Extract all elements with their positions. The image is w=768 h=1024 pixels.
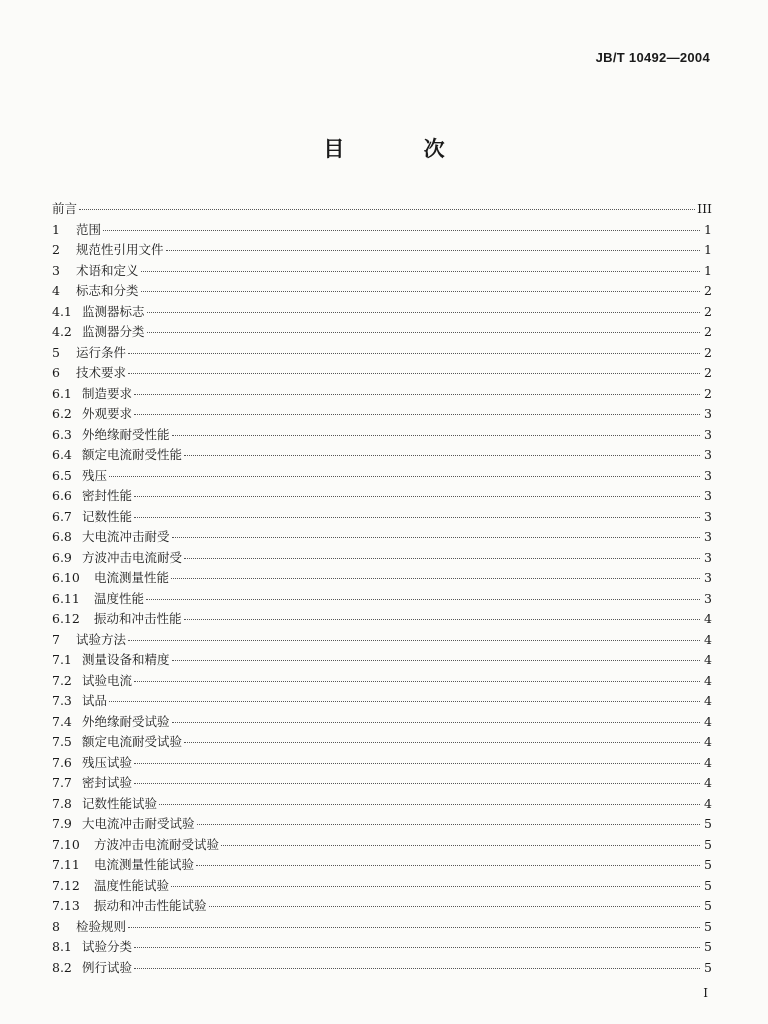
toc-entry-label: 方波冲击电流耐受试验 [94,836,220,852]
dot-leader [172,434,700,436]
toc-entry-number: 7 [52,631,60,647]
toc-entry-label: 例行试验 [82,959,133,975]
toc-entry-label: 记数性能 [82,508,133,524]
toc-entry-number: 7.11 [52,857,80,872]
toc-entry-number: 6.11 [52,590,80,606]
toc-entry-number: 6.4 [52,447,72,462]
table-of-contents [52,199,712,978]
toc-entry[interactable] [52,220,712,241]
dot-leader [184,618,700,620]
dot-leader [134,946,700,948]
dot-leader [147,331,700,333]
toc-entry-label: 温度性能试验 [94,877,170,893]
toc-entry[interactable] [52,302,712,323]
toc-entry-number: 7.10 [52,836,80,852]
dot-leader [209,905,700,907]
dot-leader [184,557,700,559]
toc-entry-label: 电流测量性能试验 [94,857,195,872]
toc-entry-number: 7.3 [52,693,72,708]
dot-leader [128,639,700,641]
toc-entry-number: 7.5 [52,734,72,749]
toc-entry[interactable] [52,527,712,548]
toc-entry-number: 7.4 [52,713,72,729]
toc-entry[interactable] [52,876,712,897]
toc-entry[interactable] [52,814,712,835]
toc-entry-page: 3 [704,590,712,606]
toc-entry-page: 5 [704,857,712,872]
toc-entry-number: 6.12 [52,611,80,626]
page-title: 目 次 [323,137,481,161]
dot-leader [159,803,700,805]
toc-entry-number: 6.3 [52,426,72,442]
toc-entry-page: 3 [704,426,712,442]
toc-entry[interactable] [52,240,712,261]
toc-entry[interactable] [52,343,712,364]
toc-entry-page: 3 [704,529,712,544]
toc-entry-number: 7.1 [52,652,72,667]
toc-entry-page: 4 [704,775,712,790]
toc-entry-label: 测量设备和精度 [82,652,170,667]
toc-entry-page: 4 [704,652,712,667]
dot-leader [184,454,700,456]
toc-entry-label: 外绝缘耐受试验 [82,713,170,729]
dot-leader [147,311,700,313]
dot-leader [196,864,700,866]
toc-entry-page: 4 [704,693,712,708]
toc-entry-page: 1 [704,262,712,278]
toc-entry-label: 监测器分类 [82,324,145,339]
toc-entry[interactable] [52,486,712,507]
dot-leader [134,967,700,969]
toc-entry[interactable] [52,568,712,589]
toc-entry[interactable] [52,855,712,876]
toc-entry[interactable] [52,261,712,282]
toc-entry-number: 7.12 [52,877,80,893]
dot-leader [221,844,700,846]
toc-entry[interactable] [52,773,712,794]
dot-leader [146,598,700,600]
toc-entry-label: 前言 [52,201,78,216]
toc-entry[interactable] [52,199,712,220]
toc-entry-label: 试验电流 [82,672,133,688]
toc-entry[interactable] [52,794,712,815]
toc-entry-label: 额定电流耐受性能 [82,447,183,462]
toc-entry[interactable] [52,425,712,446]
toc-entry[interactable] [52,958,712,979]
toc-entry-page: 3 [704,549,712,565]
toc-entry-label: 范围 [76,221,102,237]
dot-leader [197,823,700,825]
toc-entry-number: 2 [52,242,60,257]
toc-entry[interactable] [52,466,712,487]
toc-entry-label: 制造要求 [82,385,133,401]
toc-entry[interactable] [52,732,712,753]
toc-entry-page: 5 [704,836,712,852]
toc-entry-number: 6 [52,365,60,380]
toc-entry-label: 大电流冲击耐受 [82,529,170,544]
toc-entry-number: 6.5 [52,467,72,483]
dot-leader [166,249,700,251]
toc-entry-page: 4 [704,631,712,647]
toc-entry-page: 5 [704,939,712,954]
toc-entry[interactable] [52,507,712,528]
toc-entry-label: 方波冲击电流耐受 [82,549,183,565]
toc-entry-page: 3 [704,447,712,462]
dot-leader [109,700,700,702]
dot-leader [171,577,700,579]
toc-entry-page: 2 [704,324,712,339]
page-number: I [703,986,708,1000]
toc-entry-page: 2 [704,385,712,401]
toc-entry-label: 温度性能 [94,590,145,606]
document-code: JB/T 10492—2004 [595,50,710,65]
toc-entry-number: 7.8 [52,795,72,811]
toc-entry-number: 6.7 [52,508,72,524]
dot-leader [172,659,700,661]
toc-entry-label: 额定电流耐受试验 [82,734,183,749]
toc-entry-label: 振动和冲击性能 [94,611,182,626]
toc-entry-page: 3 [704,467,712,483]
dot-leader [141,270,700,272]
toc-entry-page: 5 [704,898,712,913]
dot-leader [141,290,700,292]
toc-entry-number: 6.10 [52,570,80,585]
toc-entry[interactable] [52,650,712,671]
toc-entry-label: 电流测量性能 [94,570,170,585]
toc-entry-number: 7.6 [52,754,72,770]
toc-entry-page: 3 [704,488,712,503]
toc-entry-number: 4 [52,283,60,298]
toc-entry-number: 6.2 [52,406,72,421]
toc-entry-label: 试验分类 [82,939,133,954]
toc-entry-page: 4 [704,611,712,626]
dot-leader [128,372,700,374]
toc-entry[interactable] [52,712,712,733]
toc-entry-page: 4 [704,754,712,770]
toc-entry-number: 6.1 [52,385,72,401]
toc-entry-page: 1 [704,221,712,237]
toc-entry-page: III [697,201,712,216]
toc-entry-label: 运行条件 [76,344,127,360]
dot-leader [134,495,700,497]
toc-entry[interactable] [52,404,712,425]
toc-entry-number: 8.2 [52,959,72,975]
toc-entry[interactable] [52,548,712,569]
dot-leader [172,721,700,723]
toc-entry-label: 记数性能试验 [82,795,158,811]
toc-entry-page: 1 [704,242,712,257]
toc-entry-label: 密封试验 [82,775,133,790]
toc-entry-page: 5 [704,877,712,893]
dot-leader [134,680,700,682]
toc-entry-page: 2 [704,283,712,298]
toc-entry[interactable] [52,363,712,384]
toc-entry-page: 3 [704,406,712,421]
toc-entry-number: 6.6 [52,488,72,503]
toc-entry-number: 8 [52,918,60,934]
toc-entry-label: 外绝缘耐受性能 [82,426,170,442]
dot-leader [79,208,695,210]
toc-entry-number: 4.2 [52,324,72,339]
toc-entry-number: 1 [52,221,60,237]
dot-leader [171,885,700,887]
toc-entry-page: 2 [704,344,712,360]
toc-entry-number: 6.8 [52,529,72,544]
toc-entry-number: 6.9 [52,549,72,565]
dot-leader [128,926,700,928]
toc-entry[interactable] [52,445,712,466]
toc-entry-page: 4 [704,672,712,688]
toc-entry-number: 7.7 [52,775,72,790]
toc-entry[interactable] [52,896,712,917]
toc-entry-number: 4.1 [52,303,72,319]
toc-entry[interactable] [52,917,712,938]
toc-entry[interactable] [52,835,712,856]
toc-entry-page: 5 [704,918,712,934]
toc-entry-page: 3 [704,508,712,524]
toc-entry[interactable] [52,281,712,302]
toc-entry-page: 3 [704,570,712,585]
toc-entry-label: 密封性能 [82,488,133,503]
toc-entry-label: 振动和冲击性能试验 [94,898,207,913]
toc-entry-page: 2 [704,303,712,319]
dot-leader [134,393,700,395]
dot-leader [134,782,700,784]
toc-entry-label: 试验方法 [76,631,127,647]
toc-entry-label: 监测器标志 [82,303,145,319]
toc-entry[interactable] [52,322,712,343]
toc-entry-label: 残压试验 [82,754,133,770]
toc-entry-number: 5 [52,344,60,360]
toc-entry-page: 2 [704,365,712,380]
toc-entry-page: 4 [704,713,712,729]
dot-leader [134,516,700,518]
toc-entry[interactable] [52,753,712,774]
toc-entry-label: 术语和定义 [76,262,139,278]
dot-leader [109,475,700,477]
toc-entry-number: 8.1 [52,939,72,954]
toc-entry-label: 大电流冲击耐受试验 [82,816,195,831]
toc-entry-label: 技术要求 [76,365,127,380]
toc-entry-number: 7.13 [52,898,80,913]
toc-entry-label: 标志和分类 [76,283,139,298]
toc-entry[interactable] [52,937,712,958]
toc-entry[interactable] [52,630,712,651]
toc-entry-page: 5 [704,959,712,975]
dot-leader [134,413,700,415]
toc-entry-number: 7.2 [52,672,72,688]
toc-entry-label: 规范性引用文件 [76,242,164,257]
toc-entry-page: 4 [704,795,712,811]
toc-entry-label: 残压 [82,467,108,483]
toc-entry-label: 试品 [82,693,108,708]
dot-leader [172,536,700,538]
toc-entry[interactable] [52,384,712,405]
dot-leader [184,741,700,743]
toc-entry[interactable] [52,671,712,692]
toc-entry-number: 7.9 [52,816,72,831]
toc-entry-label: 检验规则 [76,918,127,934]
toc-entry-label: 外观要求 [82,406,133,421]
toc-entry[interactable] [52,609,712,630]
toc-entry-number: 3 [52,262,60,278]
toc-entry[interactable] [52,589,712,610]
dot-leader [103,229,700,231]
toc-entry[interactable] [52,691,712,712]
dot-leader [134,762,700,764]
toc-entry-page: 4 [704,734,712,749]
dot-leader [128,352,700,354]
toc-entry-page: 5 [704,816,712,831]
